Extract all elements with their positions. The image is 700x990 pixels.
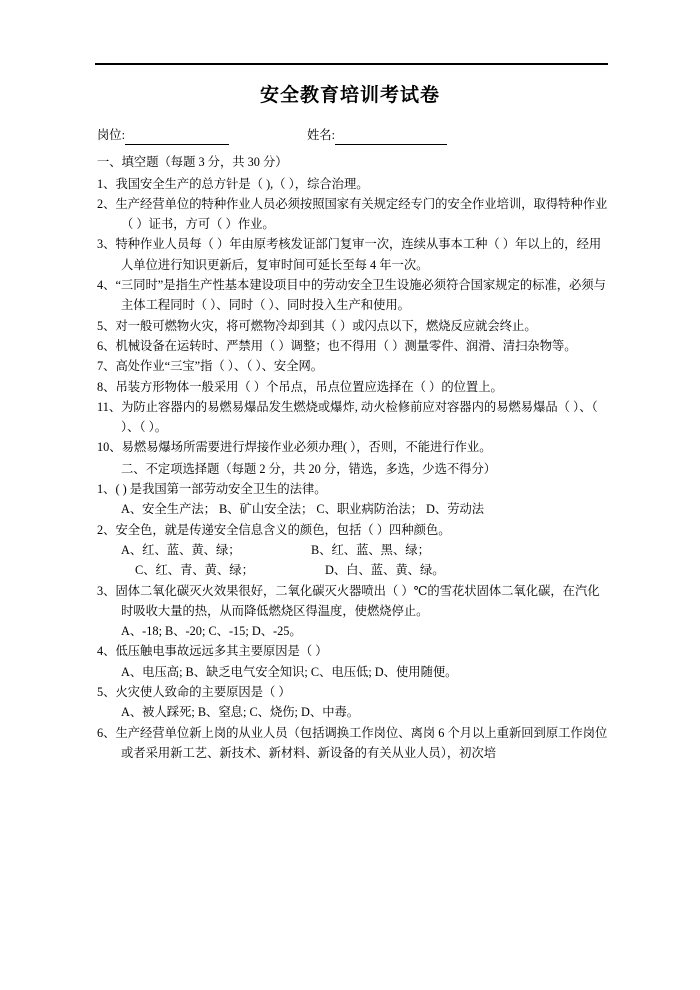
- fill-question-7: 7、高处作业“三宝”指（ ）、（ ）、安全网。: [97, 359, 324, 374]
- choice-option-2-a[interactable]: A、红、蓝、黄、绿；: [121, 542, 241, 557]
- choice-question-4: 4、低压触电事故远远多其主要原因是（ ）: [97, 644, 328, 659]
- choice-question-3: 3、固体二氧化碳灭火效果很好，二氧化碳灭火器喷出（ ）℃的雪花状固体二氧化碳，在汽化时吸收大量的热，从而降低燃烧区得温度，使燃烧停止。: [97, 583, 600, 618]
- post-field: [97, 125, 307, 145]
- choice-options-1[interactable]: A、安全生产法； B、矿山安全法； C、职业病防治法； D、劳动法: [121, 502, 485, 517]
- post-label: 岗位:: [97, 128, 126, 142]
- fill-question-6: 6、机械设备在运转时、严禁用（ ）调整；也不得用（ ）测量零件、润滑、清扫杂物等。: [97, 338, 577, 353]
- choice-options-2-row1[interactable]: [121, 540, 609, 560]
- fill-question-10: 10、易燃易爆场所需要进行焊接作业必须办理( ），否则，不能进行作业。: [97, 440, 492, 455]
- choice-option-2-c[interactable]: C、红、青、黄、绿；: [135, 563, 254, 578]
- choice-option-2-d[interactable]: D、白、蓝、黄、绿。: [325, 563, 445, 578]
- fill-question-5: 5、对一般可燃物火灾，将可燃物冷却到其（ ）或闪点以下，燃烧反应就会终止。: [97, 318, 537, 333]
- choice-question-1: 1、( ) 是我国第一部劳动安全卫生的法律。: [97, 482, 327, 497]
- fill-question-11: 11、为防止容器内的易燃易爆品发生燃烧或爆炸, 动火检修前应对容器内的易燃易爆品（ ）、（ ）、（ ）。: [97, 399, 598, 435]
- document-body: [97, 125, 609, 763]
- choice-options-5[interactable]: A、被人踩死; B、窒息; C、烧伤; D、中毒。: [121, 705, 360, 720]
- choice-options-3[interactable]: A、-18; B、-20; C、-15; D、-25。: [121, 624, 302, 639]
- fill-question-8: 8、吊装方形物体一般采用（ ）个吊点，吊点位置应选择在（ ）的位置上。: [97, 379, 503, 394]
- choice-question-5: 5、火灾使人致命的主要原因是（ ）: [97, 685, 291, 700]
- name-input-blank[interactable]: [335, 131, 447, 145]
- section1-heading: 一、填空题（每题 3 分，共 30 分）: [97, 155, 288, 170]
- fill-question-4: 4、“三同时”是指生产性基本建设项目中的劳动安全卫生设施必须符合国家规定的标准，必须与主体工程同时（ ）、同时（ ）、同时投入生产和使用。: [97, 278, 606, 313]
- identity-fields: [97, 125, 609, 145]
- name-label: 姓名:: [307, 128, 336, 142]
- name-field: [307, 125, 609, 145]
- choice-options-2-row2[interactable]: [121, 560, 609, 580]
- post-input-blank[interactable]: [125, 131, 229, 145]
- header-rule: [95, 63, 608, 65]
- fill-question-2: 2、生产经营单位的特种作业人员必须按照国家有关规定经专门的安全作业培训，取得特种作业（ ）证书，方可（ ）作业。: [97, 196, 608, 232]
- choice-option-2-b[interactable]: B、红、蓝、黑、绿；: [311, 542, 430, 557]
- fill-question-3: 3、特种作业人员每（ ）年由原考核发证部门复审一次，连续从事本工种（ ）年以上的，经用人单位进行知识更新后，复审时间可延长至每 4 年一次。: [97, 237, 602, 272]
- choice-question-6: 6、生产经营单位新上岗的从业人员（包括调换工作岗位、离岗 6 个月以上重新回到原工作岗位或者采用新工艺、新技术、新材料、新设备的有关从业人员），初次培: [97, 725, 608, 760]
- section2-heading: 二、不定项选择题（每题 2 分，共 20 分，错选，多选，少选不得分）: [121, 461, 497, 476]
- fill-question-1: 1、我国安全生产的总方针是（ ),（ ），综合治理。: [97, 176, 369, 191]
- choice-question-2: 2、安全色，就是传递安全信息含义的颜色，包括（ ）四种颜色。: [97, 522, 451, 537]
- page-title: 安全教育培训考试卷: [259, 85, 440, 106]
- choice-options-4[interactable]: A、电压高; B、缺乏电气安全知识; C、电压低; D、使用随便。: [121, 664, 458, 679]
